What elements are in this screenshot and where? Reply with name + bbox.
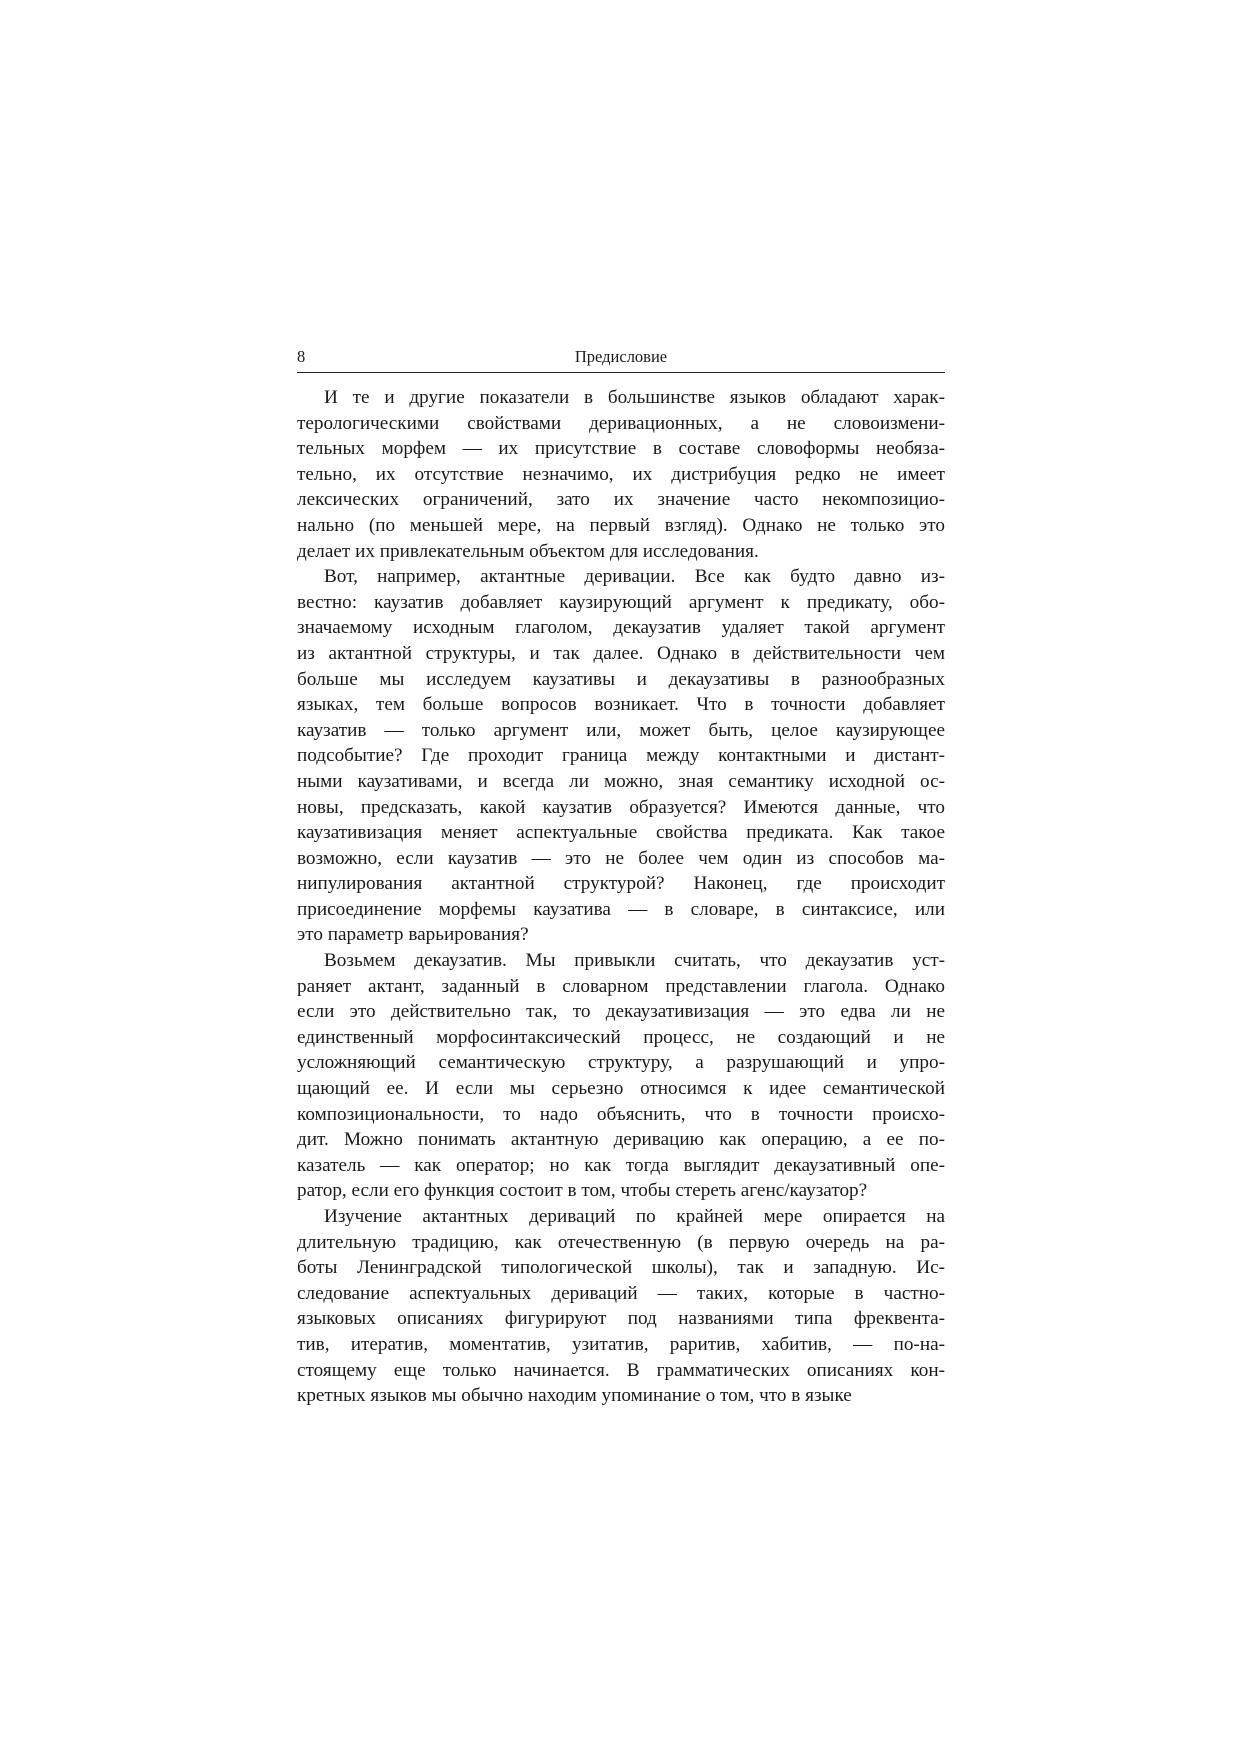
text-line: тельно, их отсутствие незначимо, их дистрибуция редко не имеет xyxy=(297,463,945,485)
text-line: языковых описаниях фигурируют под названиями типа фреквента- xyxy=(297,1308,945,1330)
text-line: боты Ленинградской типологической школы), так и западную. Ис- xyxy=(297,1257,945,1279)
text-line: тив, итератив, моментатив, узитатив, раритив, хабитив, — по-на- xyxy=(297,1333,945,1355)
text-line: каузатив — только аргумент или, может быть, целое каузирующее xyxy=(297,719,945,741)
text-line: из актантной структуры, и так далее. Однако в действительности чем xyxy=(297,642,945,664)
text-line: Вот, например, актантные деривации. Все как будто давно из- xyxy=(324,566,945,588)
text-line: Возьмем декаузатив. Мы привыкли считать, что декаузатив уст- xyxy=(324,950,945,972)
text-line: кретных языков мы обычно находим упоминание о том, что в языке xyxy=(297,1385,852,1407)
text-line: Изучение актантных дериваций по крайней мере опирается на xyxy=(324,1206,945,1227)
text-line: терологическими свойствами деривационных, а не словоизмени- xyxy=(297,412,945,434)
text-line: возможно, если каузатив — это не более чем один из способов ма- xyxy=(297,847,945,869)
paragraph-2 xyxy=(297,564,945,948)
paragraph-4 xyxy=(297,1204,945,1409)
text-line: вестно: каузатив добавляет каузирующий аргумент к предикату, обо- xyxy=(297,591,945,613)
text-line: делает их привлекательным объектом для исследования. xyxy=(297,540,759,562)
body-text xyxy=(297,385,945,1409)
text-line: тельных морфем — их присутствие в составе словоформы необяза- xyxy=(297,438,945,460)
text-line: присоединение морфемы каузатива — в словаре, в синтаксисе, или xyxy=(297,898,945,920)
running-head xyxy=(297,346,945,373)
text-line: длительную традицию, как отечественную (в первую очередь на ра- xyxy=(297,1231,945,1253)
text-line: нипулирования актантной структурой? Наконец, где происходит xyxy=(297,873,945,895)
text-line: усложняющий семантическую структуру, а разрушающий и упро- xyxy=(297,1052,945,1074)
text-line: ратор, если его функция состоит в том, чтобы стереть агенс/каузатор? xyxy=(297,1180,868,1202)
text-line: дит. Можно понимать актантную деривацию как операцию, а ее по- xyxy=(297,1129,945,1151)
text-line: больше мы исследуем каузативы и декаузативы в разнообразных xyxy=(297,668,945,690)
text-line: щающий ее. И если мы серьезно относимся к идее семантической xyxy=(297,1078,945,1100)
book-page xyxy=(297,346,945,1409)
text-line: раняет актант, заданный в словарном представлении глагола. Однако xyxy=(297,975,945,997)
text-line: значаемому исходным глаголом, декаузатив удаляет такой аргумент xyxy=(297,617,945,639)
paragraph-1 xyxy=(297,385,945,564)
text-line: подсобытие? Где проходит граница между контактными и дистант- xyxy=(297,745,945,767)
text-line: композициональности, то надо объяснить, что в точности происхо- xyxy=(297,1103,945,1125)
text-line: новы, предсказать, какой каузатив образуется? Имеются данные, что xyxy=(297,796,945,818)
text-line: единственный морфосинтаксический процесс, не создающий и не xyxy=(297,1026,945,1048)
paragraph-3 xyxy=(297,948,945,1204)
text-line: нально (по меньшей мере, на первый взгляд). Однако не только это xyxy=(297,514,945,536)
text-line: И те и другие показатели в большинстве языков обладают харак- xyxy=(324,387,945,408)
text-line: следование аспектуальных дериваций — таких, которые в частно- xyxy=(297,1282,945,1304)
running-title: Предисловие xyxy=(574,347,668,366)
text-line: стоящему еще только начинается. В грамматических описаниях кон- xyxy=(297,1359,945,1381)
text-line: ными каузативами, и всегда ли можно, зная семантику исходной ос- xyxy=(297,770,945,792)
text-line: это параметр варьирования? xyxy=(297,924,529,946)
text-line: лексических ограничений, зато их значение часто некомпозицио- xyxy=(297,489,945,511)
text-line: если это действительно так, то декаузативизация — это едва ли не xyxy=(297,1001,945,1023)
text-line: каузативизация меняет аспектуальные свойства предиката. Как такое xyxy=(297,822,945,844)
text-line: казатель — как оператор; но как тогда выглядит декаузативный опе- xyxy=(297,1154,945,1176)
text-line: языках, тем больше вопросов возникает. Что в точности добавляет xyxy=(297,694,945,716)
page-number: 8 xyxy=(297,347,306,366)
